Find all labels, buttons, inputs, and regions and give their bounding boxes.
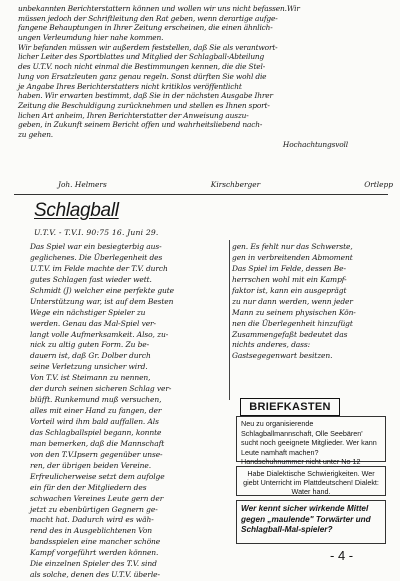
article-line: blüfft. Runkemund muß versuchen, [30, 395, 162, 405]
letter-line: des U.T.V. noch nicht einmal die Bestimmungen kennen, die die Stel- [18, 62, 266, 72]
article-column-right [232, 242, 392, 362]
article-line: der durch seinen sicheren Schlag ver- [30, 384, 172, 394]
classified-ad-question: Wer kennt sicher wirkende Mittel gegen „maulende" Torwärter und Schlagball-Mal-spieler? [236, 500, 386, 544]
classified-ad-dialect: Habe Dialektische Schwierigkeiten. Wer giebt Unterricht im Plattdeutschen! Dialekt: Water hand. [236, 466, 386, 496]
classified-ad-team: Neu zu organisierende Schlagballmannschaft, Olle Seebären' sucht noch geeignete Mitglieder. Wer kann Leute namhaft machen? Handschuhnummer nicht unter No 12 [236, 416, 386, 462]
briefkasten-heading: BRIEFKASTEN [240, 398, 340, 416]
article-line: Kampf vorgeführt werden können. [30, 548, 159, 558]
article-line: Vorteil wird ihm bald auffallen. Als [30, 417, 159, 426]
article-line: Unterstützung war, ist auf dem Besten [30, 296, 174, 306]
article-line: zu nur dann werden, wenn jeder [232, 296, 353, 306]
letter-body [18, 4, 386, 149]
section-divider [14, 194, 388, 195]
article-line: von den T.V.Ipsern gegenüber unse- [30, 449, 163, 459]
letter-line: zu gehen. [18, 129, 54, 139]
article-line: Mann zu seinem physischen Kön- [232, 307, 356, 317]
letter-line: je Angabe Ihres Berichterstatters nicht kritiklos veröffentlicht [18, 81, 242, 91]
article-line: Erfreulicherweise setzt dem aufolge [30, 471, 165, 481]
article-line: man bemerken, daß die Mannschaft [30, 438, 165, 448]
article-line: U.T.V. im Felde machte der T.V. durch [30, 263, 168, 273]
article-column-left [30, 242, 230, 581]
article-line: Das Spiel im Felde, dessen Be- [232, 263, 346, 273]
article-line: das Schlagballspiel begann, konnte [30, 427, 162, 437]
article-line: Gastsegegenwart besitzen. [232, 351, 333, 361]
article-line: schwachen Vereines Leute gern der [30, 493, 164, 503]
signature-ortlepp: Ortlepp [364, 180, 393, 189]
article-line: gutes Schlagen fast wieder wett. [30, 274, 152, 284]
letter-line: müssen jedoch der Schriftleitung den Rat geben, wenn derartige aufge- [18, 13, 278, 23]
letter-closing: Hochachtungsvoll [282, 139, 348, 149]
article-line: jetzt zu ebenbürtigen Gegnern ge- [30, 504, 158, 514]
letter-line: unbekannten Berichterstattern können und wollen wir uns nicht befassen.Wir [18, 4, 300, 13]
article-line: als solche, denen des U.T.V. überle- [30, 570, 160, 580]
signature-helmers: Joh. Helmers [58, 180, 107, 189]
article-line: Von T.V. ist Steimann zu nennen, [30, 373, 151, 383]
article-title: Schlagball [34, 200, 119, 221]
article-line: nen die Überlegenheit hinzufügt [232, 318, 353, 328]
signature-block [58, 180, 393, 189]
letter-line: Zeitung die Beschuldigung zurücknehmen und stellen es Ihnen sport- [18, 100, 270, 110]
letter-line: Wir befanden müssen wir außerdem feststellen, daß Sie als verantwort- [18, 42, 278, 52]
letter-line: lung von Ersatzleuten ganz genau regeln. Sonst dürften Sie wohl die [18, 71, 267, 81]
letter-line: geben, in Zukunft seinem Bericht offen und wahrheitsliebend nach- [18, 120, 263, 130]
article-line: Wege ein nächstiger Spieler zu [30, 307, 146, 317]
letter-line: fangene Behauptungen in Ihrer Zeitung erscheinen, die einen ähnlich- [18, 23, 273, 33]
article-line: seine Verletzung unsicher wird. [30, 362, 148, 372]
article-line: langt volle Aufmerksamkeit. Also, zu- [30, 329, 169, 339]
article-line: herrschen wohl mit ein Kampf- [232, 274, 347, 284]
article-line: gen. Es fehlt nur das Schwerste, [232, 242, 353, 251]
article-line: Das Spiel war ein besiegterbig aus- [30, 242, 162, 251]
article-line: Schmidt (J) welcher eine perfekte gute [30, 285, 175, 295]
article-line: macht hat. Dadurch wird es wäh- [30, 515, 154, 525]
article-line: ren, der übrigen beiden Vereine. [30, 460, 152, 470]
article-line: Die einzelnen Spieler des T.V. sind [30, 559, 157, 569]
article-line: alles mit einer Hand zu fangen, der [30, 406, 162, 416]
letter-line: ungen Verleumdung hier nahe kommen. [18, 33, 164, 43]
article-line: faktor ist, kann ein ausgeprägt [232, 285, 347, 295]
column-divider [229, 240, 230, 400]
article-line: gen in verbreitenden Abmoment [232, 252, 353, 262]
article-subtitle: U.T.V. - T.V.I. 90:75 16. Juni 29. [34, 228, 159, 237]
article-line: ein für den der Mitgliedern des [30, 482, 147, 492]
article-line: nick zu altig guten Form. Zu be- [30, 340, 150, 350]
article-line: geglichenes. Die Überlegenheit des [30, 252, 163, 262]
article-line: werden. Genau das Mal-Spiel ver- [30, 318, 156, 328]
article-line: nichts anderes, dass: [232, 340, 311, 350]
article-line: rend des in Ausgeblichtenen Von [30, 526, 152, 536]
page-number: - 4 - [330, 548, 354, 563]
letter-line: licher Leiter des Sportblattes und Mitglied der Schlagball-Abteilung [18, 52, 265, 62]
article-line: bandsspielen eine mancher schöne [30, 537, 161, 547]
article-line: Zusammengefaßt bedeutet das [232, 329, 348, 339]
article-line: dauern ist, daß Gr. Dolber durch [30, 351, 151, 361]
letter-line: haben. Wir erwarten bestimmt, daß Sie in der nächsten Ausgabe Ihrer [18, 91, 273, 101]
signature-kirschberger: Kirschberger [210, 180, 261, 189]
letter-line: lichen Art anheim, Ihren Berichterstatter der Anweisung auszu- [18, 110, 249, 120]
